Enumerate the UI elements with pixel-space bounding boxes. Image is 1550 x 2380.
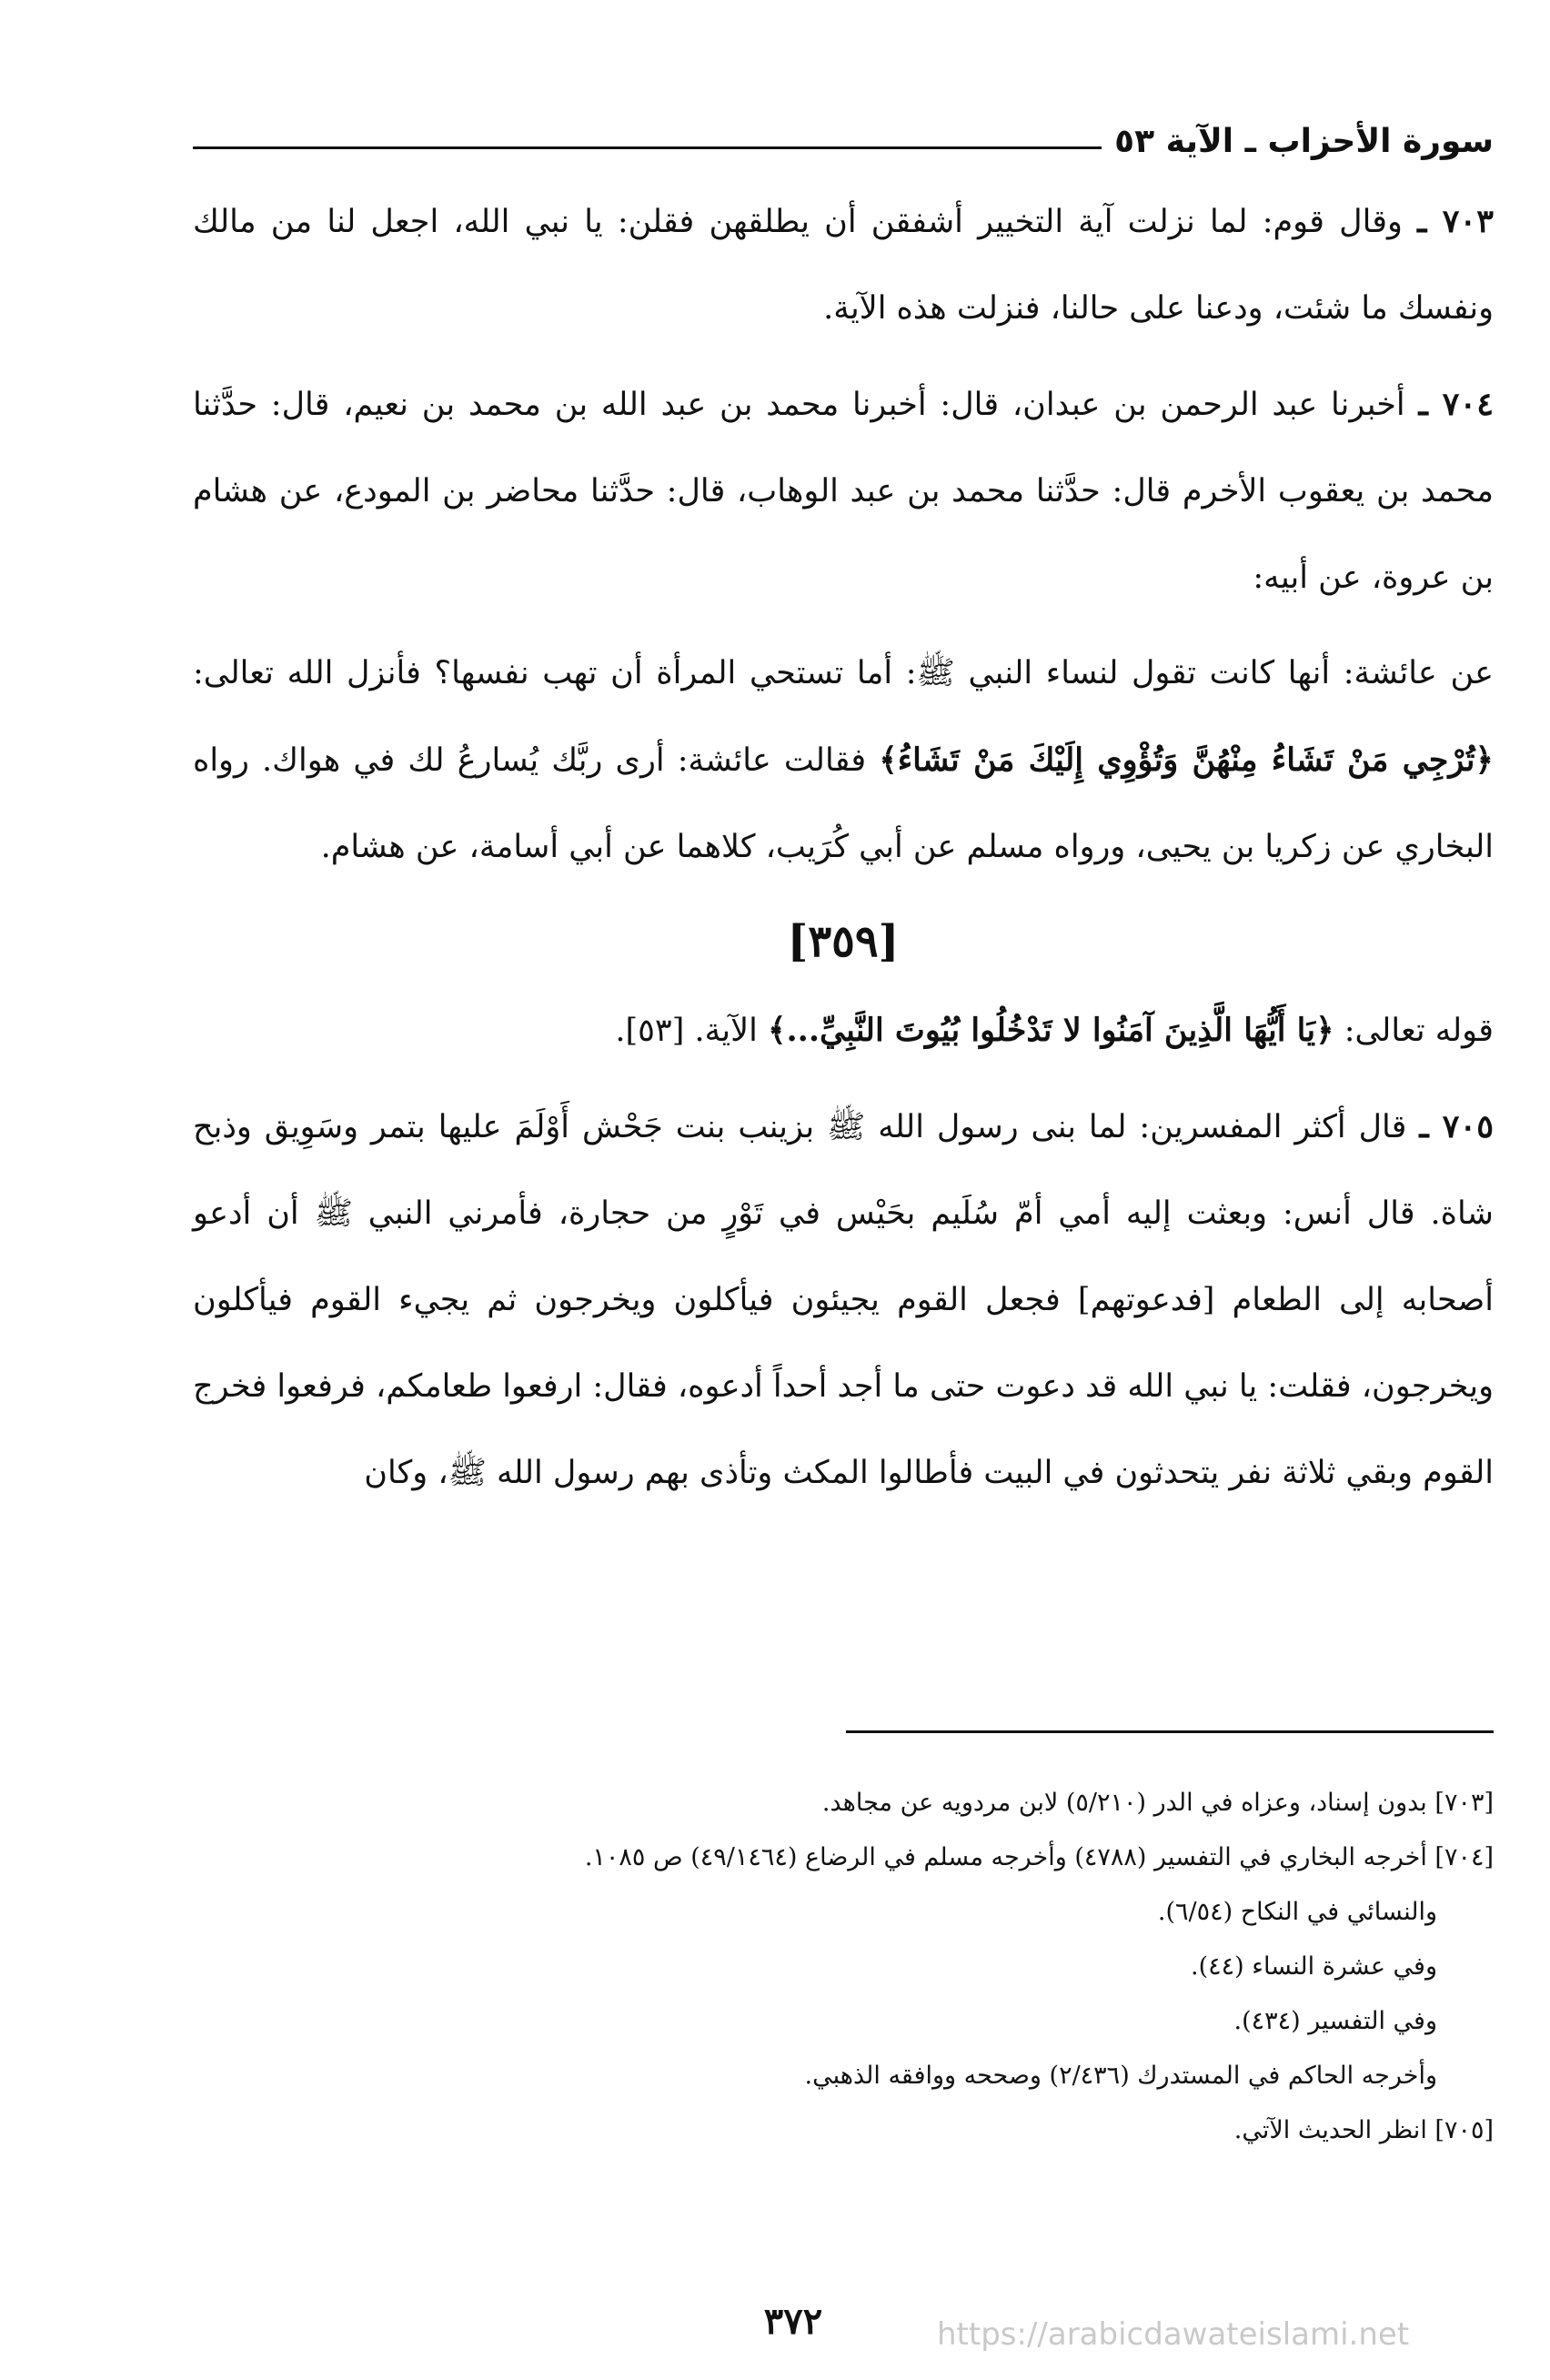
hadith-number: ٧٠٣ ـ [1417,203,1494,240]
watermark-url: https://arabicdawateislami.net [937,2316,1410,2353]
hadith-text: وقال قوم: لما نزلت آية التخيير أشفقن أن يطلقهن فقلن: يا نبي الله، اجعل لنا من مالك ونفسك ما شئت، ودعنا على حالنا، فنزلت هذه الآية. [193,204,1494,327]
main-text [193,178,1494,1522]
hadith-number: ٧٠٥ ـ [1419,1108,1494,1145]
footnote: والنسائي في النكاح (٦/٥٤). [1157,1898,1437,1926]
hadith-number: ٧٠٤ ـ [1418,386,1494,423]
footnote: [٧٠٥] انظر الحديث الآتي. [1233,2116,1494,2144]
header-title: سورة الأحزاب ـ الآية ٥٣ [1114,123,1494,160]
footnote-separator [846,1730,1494,1733]
verse-outro: الآية. [٥٣]. [615,1013,768,1049]
quran-verse: ﴿تُرْجِي مَنْ تَشَاءُ مِنْهُنَّ وَتُؤْوِي إِلَيْكَ مَنْ تَشَاءُ﴾ [879,741,1494,779]
hadith-text: قال أكثر المفسرين: لما بنى رسول الله ﷺ بزينب بنت جَحْش أَوْلَمَ عليها بتمر وسَوِيق وذبح شاة. قال أنس: وبعثت إليه أمي أمّ سُلَيم بحَيْس في تَوْرٍ من حجارة، فأمرني النبي ﷺ أن أدعو أصحابه إلى الطعام [فدعوتهم] فجعل القوم يجيئون فيأكلون ويخرجون ثم يجيء القوم فيأكلون ويخرجون، فقلت: يا نبي الله قد دعوت حتى ما أجد أحداً أدعوه، فقال: ارفعوا طعامكم، فرفعوا فخرج القوم وبقي ثلاثة نفر يتحدثون في البيت فأطالوا المكث وتأذى بهم رسول الله ﷺ، وكان [193,1109,1494,1491]
aisha-narration [193,630,1494,891]
hadith-text: أخبرنا عبد الرحمن بن عبدان، قال: أخبرنا محمد بن عبد الله بن محمد بن نعيم، قال: حدَّثنا محمد بن يعقوب الأخرم قال: حدَّثنا محمد بن عبد الوهاب، قال: حدَّثنا محاضر بن المودع، عن هشام بن عروة، عن أبيه: [193,387,1494,596]
footnote: وفي عشرة النساء (٤٤). [1191,1952,1437,1981]
narration-text: عن عائشة: أنها كانت تقول لنساء النبي ﷺ: أما تستحي المرأة أن تهب نفسها؟ فأنزل الله تعالى: [193,655,1494,691]
page-number: ٣٧٢ [763,2300,823,2343]
quran-verse: ﴿يَا أَيُّهَا الَّذِينَ آمَنُوا لا تَدْخُلُوا بُيُوتَ النَّبِيِّ...﴾ [767,1012,1334,1049]
hadith-703 [193,178,1494,352]
hadith-705 [193,1084,1494,1517]
section-number: [٣٥٩] [787,916,900,967]
verse-intro: قوله تعالى: [1334,1013,1494,1049]
footnote: [٧٠٤] أخرجه البخاري في التفسير (٤٧٨٨) وأخرجه مسلم في الرضاع (٤٩/١٤٦٤) ص ١٠٨٥. [584,1843,1494,1871]
hadith-704 [193,361,1494,621]
section-verse [193,987,1494,1074]
narration-text-end: فقالت عائشة: أرى ربَّك يُسارعُ لك في هواك. رواه البخاري عن زكريا بن يحيى، ورواه مسلم عن أبي كُرَيب، كلاهما عن أبي أسامة، عن هشام. [193,742,1494,865]
footnote: [٧٠٣] بدون إسناد، وعزاه في الدر (٥/٢١٠) لابن مردويه عن مجاهد. [821,1789,1494,1817]
running-header [193,107,1494,162]
footnote: وأخرجه الحاكم في المستدرك (٢/٤٣٦) وصححه ووافقه الذهبي. [804,2062,1437,2090]
footnote: وفي التفسير (٤٣٤). [1233,2007,1437,2035]
header-rule [193,146,1102,149]
footnotes [193,1776,1494,2158]
